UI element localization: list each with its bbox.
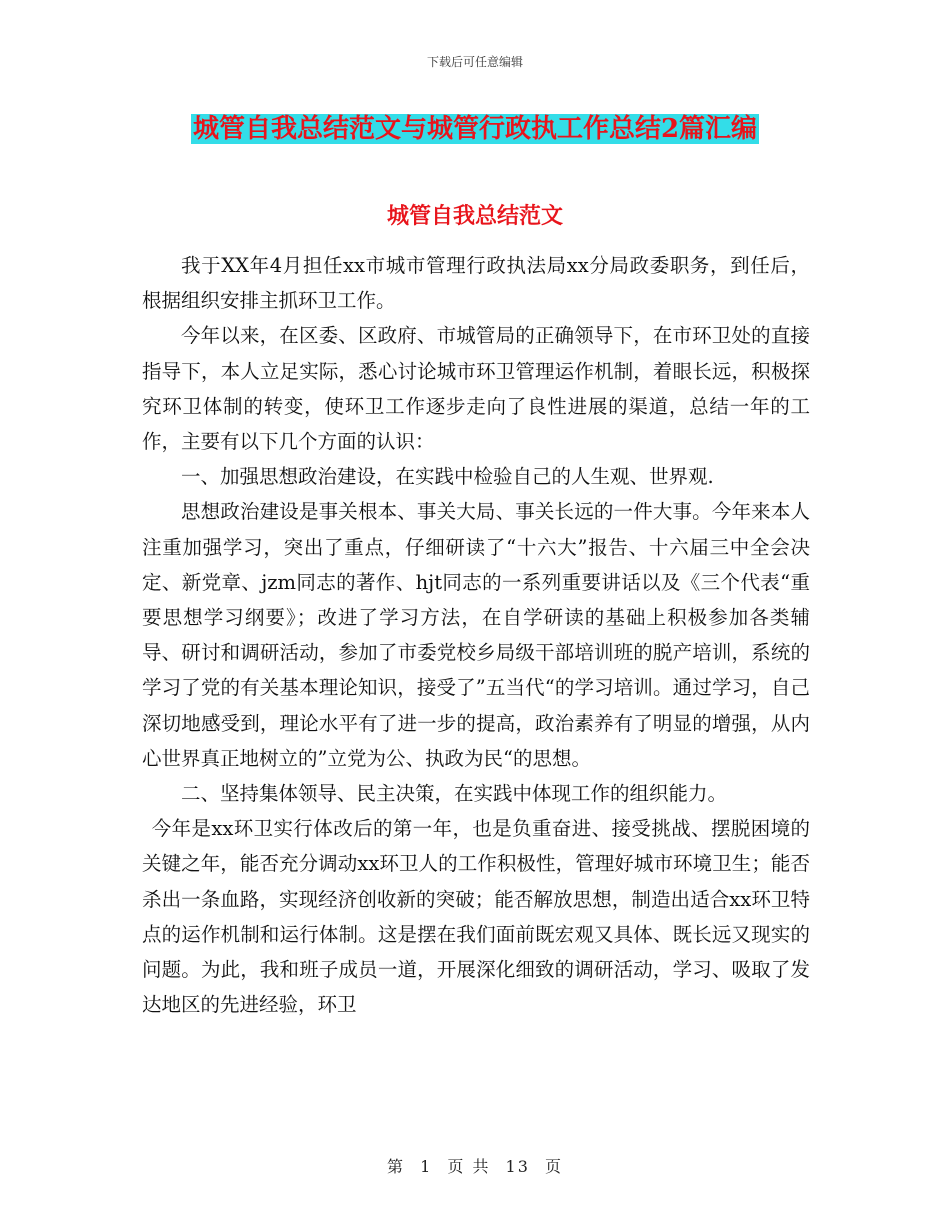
document-body bbox=[142, 248, 810, 1022]
paragraph-heading: 一、加强思想政治建设，在实践中检验自己的人生观、世界观. bbox=[181, 465, 714, 489]
paragraph-heading: 二、坚持集体领导、民主决策，在实践中体现工作的组织能力。 bbox=[181, 782, 728, 806]
section-title: 城管自我总结范文 bbox=[386, 203, 563, 229]
paragraph: 今年是xx环卫实行体改后的第一年，也是负重奋进、接受挑战、摆脱困境的关键之年，能否充分调动xx环卫人的工作积极性，管理好城市环境卫生；能否杀出一条血路，实现经济创收新的突破；能否解放思想，制造出适合xx环卫特点的运作机制和运行体制。这是摆在我们面前既宏观又具体、既长远又现实的问题。为此，我和班子成员一道，开展深化细致的调研活动，学习、吸取了发达地区的先进经验，环卫 bbox=[142, 817, 810, 1017]
paragraph: 思想政治建设是事关根本、事关大局、事关长远的一件大事。今年来本人注重加强学习，突出了重点，仔细研读了“十六大”报告、十六届三中全会决定、新党章、jzm同志的著作、hjt同志的一系列重要讲话以及《三个代表“重要思想学习纲要》；改进了学习方法，在自学研读的基础上积极参加各类辅导、研讨和调研活动，参加了市委党校乡局级干部培训班的脱产培训，系统的学习了党的有关基本理论知识，接受了”五当代“的学习培训。通过学习，自己深切地感受到，理论水平有了进一步的提高，政治素养有了明显的增强，从内心世界真正地树立的”立党为公、执政为民“的思想。 bbox=[142, 500, 810, 770]
document-title bbox=[0, 112, 950, 146]
paragraph: 我于XX年4月担任xx市城市管理行政执法局xx分局政委职务，到任后，根据组织安排主抓环卫工作。 bbox=[142, 254, 810, 313]
footer-prefix: 第 bbox=[386, 1157, 405, 1176]
header-note: 下载后可任意编辑 bbox=[426, 55, 523, 69]
paragraph: 今年以来，在区委、区政府、市城管局的正确领导下，在市环卫处的直接指导下，本人立足实际，悉心讨论城市环卫管理运作机制，着眼长远，积极探究环卫体制的转变，使环卫工作逐步走向了良性进展的渠道，总结一年的工作，主要有以下几个方面的认识： bbox=[142, 324, 810, 454]
footer-mid: 页 共 bbox=[447, 1157, 491, 1176]
footer-suffix: 页 bbox=[545, 1157, 564, 1176]
footer-page-number: 1 bbox=[420, 1157, 433, 1176]
document-title-text: 城管自我总结范文与城管行政执工作总结2篇汇编 bbox=[192, 114, 758, 144]
footer-page-total: 13 bbox=[505, 1157, 530, 1176]
page-footer bbox=[0, 1154, 950, 1177]
